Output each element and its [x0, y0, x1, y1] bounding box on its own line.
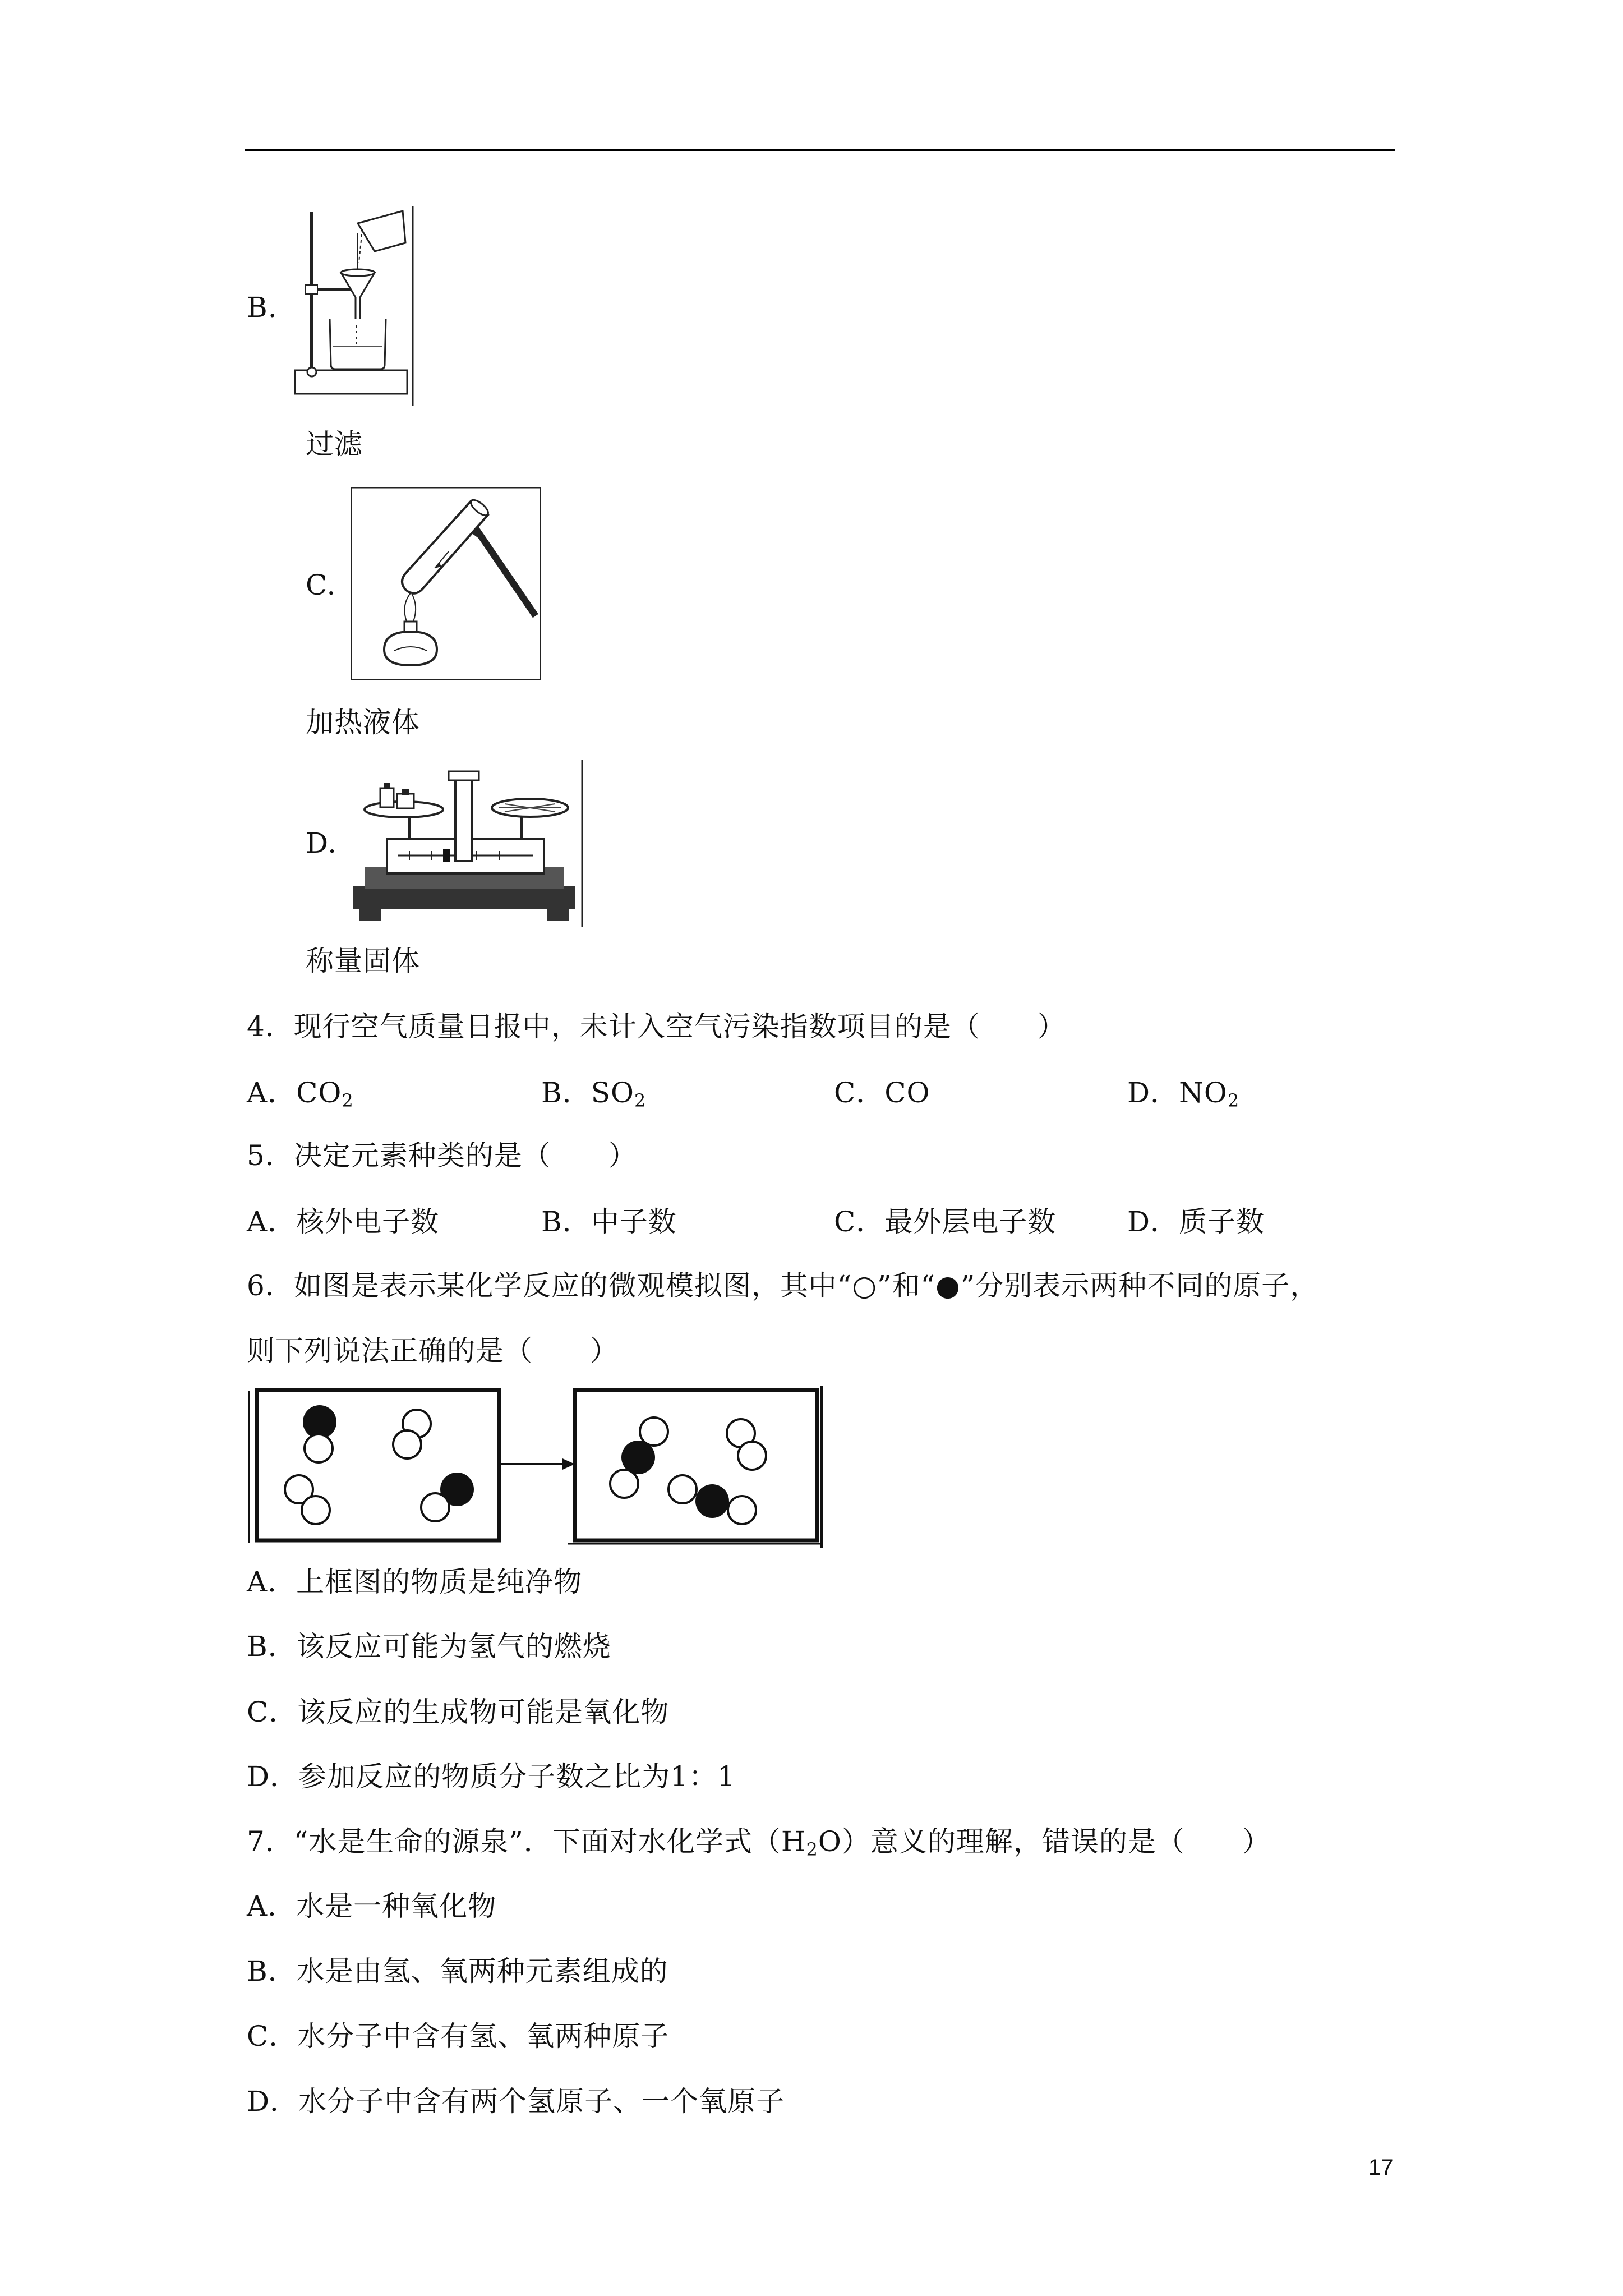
q6-option-d: D．参加反应的物质分子数之比为1：1 — [247, 1760, 736, 1793]
q3-option-d-letter: D. — [306, 827, 338, 859]
q3-option-b-letter: B. — [247, 291, 278, 324]
header-rule — [245, 149, 1395, 151]
q4-option-c: C．CO — [834, 1076, 930, 1109]
q7-option-b: B．水是由氢、氧两种元素组成的 — [247, 1955, 668, 1987]
q4-option-a: A．$CO_2$ — [247, 1076, 354, 1111]
q4-stem: 4．现行空气质量日报中，未计入空气污染指数项目的是（ ） — [247, 1010, 1066, 1043]
q7-option-a: A．水是一种氧化物 — [247, 1890, 497, 1922]
q3-option-c-letter: C. — [306, 569, 336, 601]
q5-stem: 5．决定元素种类的是（ ） — [247, 1139, 637, 1172]
q5-option-d: D．质子数 — [1127, 1205, 1265, 1238]
balance-scale-figure — [348, 760, 583, 927]
q7-option-d: D．水分子中含有两个氢原子、一个氧原子 — [247, 2085, 785, 2118]
q4-option-b: B．$SO_2$ — [541, 1076, 647, 1111]
q6-stem-line2: 则下列说法正确的是（ ） — [247, 1335, 619, 1367]
q7-option-c: C．水分子中含有氢、氧两种原子 — [247, 2020, 670, 2053]
q3-option-b-caption: 过滤 — [306, 428, 363, 461]
page-number: 17 — [1368, 2155, 1394, 2180]
q4-option-d: D．$NO_2$ — [1127, 1076, 1240, 1111]
filtration-apparatus-figure — [291, 206, 414, 406]
q6-stem-line1: 6．如图是表示某化学反应的微观模拟图，其中“○”和“●”分别表示两种不同的原子， — [247, 1269, 1319, 1302]
q5-option-b: B．中子数 — [541, 1205, 677, 1238]
q5-option-c: C．最外层电子数 — [834, 1205, 1057, 1238]
q6-option-c: C．该反应的生成物可能是氧化物 — [247, 1696, 670, 1728]
q7-stem: 7．“水是生命的源泉”．下面对水化学式$(H_2O)$意义的理解，错误的是（ ） — [247, 1825, 1271, 1860]
heating-liquid-figure — [351, 487, 541, 680]
q3-option-c-caption: 加热液体 — [306, 706, 420, 739]
q3-option-d-caption: 称量固体 — [306, 945, 420, 977]
reaction-model-diagram — [248, 1386, 823, 1548]
q6-option-a: A．上框图的物质是纯净物 — [247, 1566, 583, 1598]
q5-option-a: A．核外电子数 — [247, 1205, 440, 1238]
q6-option-b: B．该反应可能为氢气的燃烧 — [247, 1630, 611, 1663]
